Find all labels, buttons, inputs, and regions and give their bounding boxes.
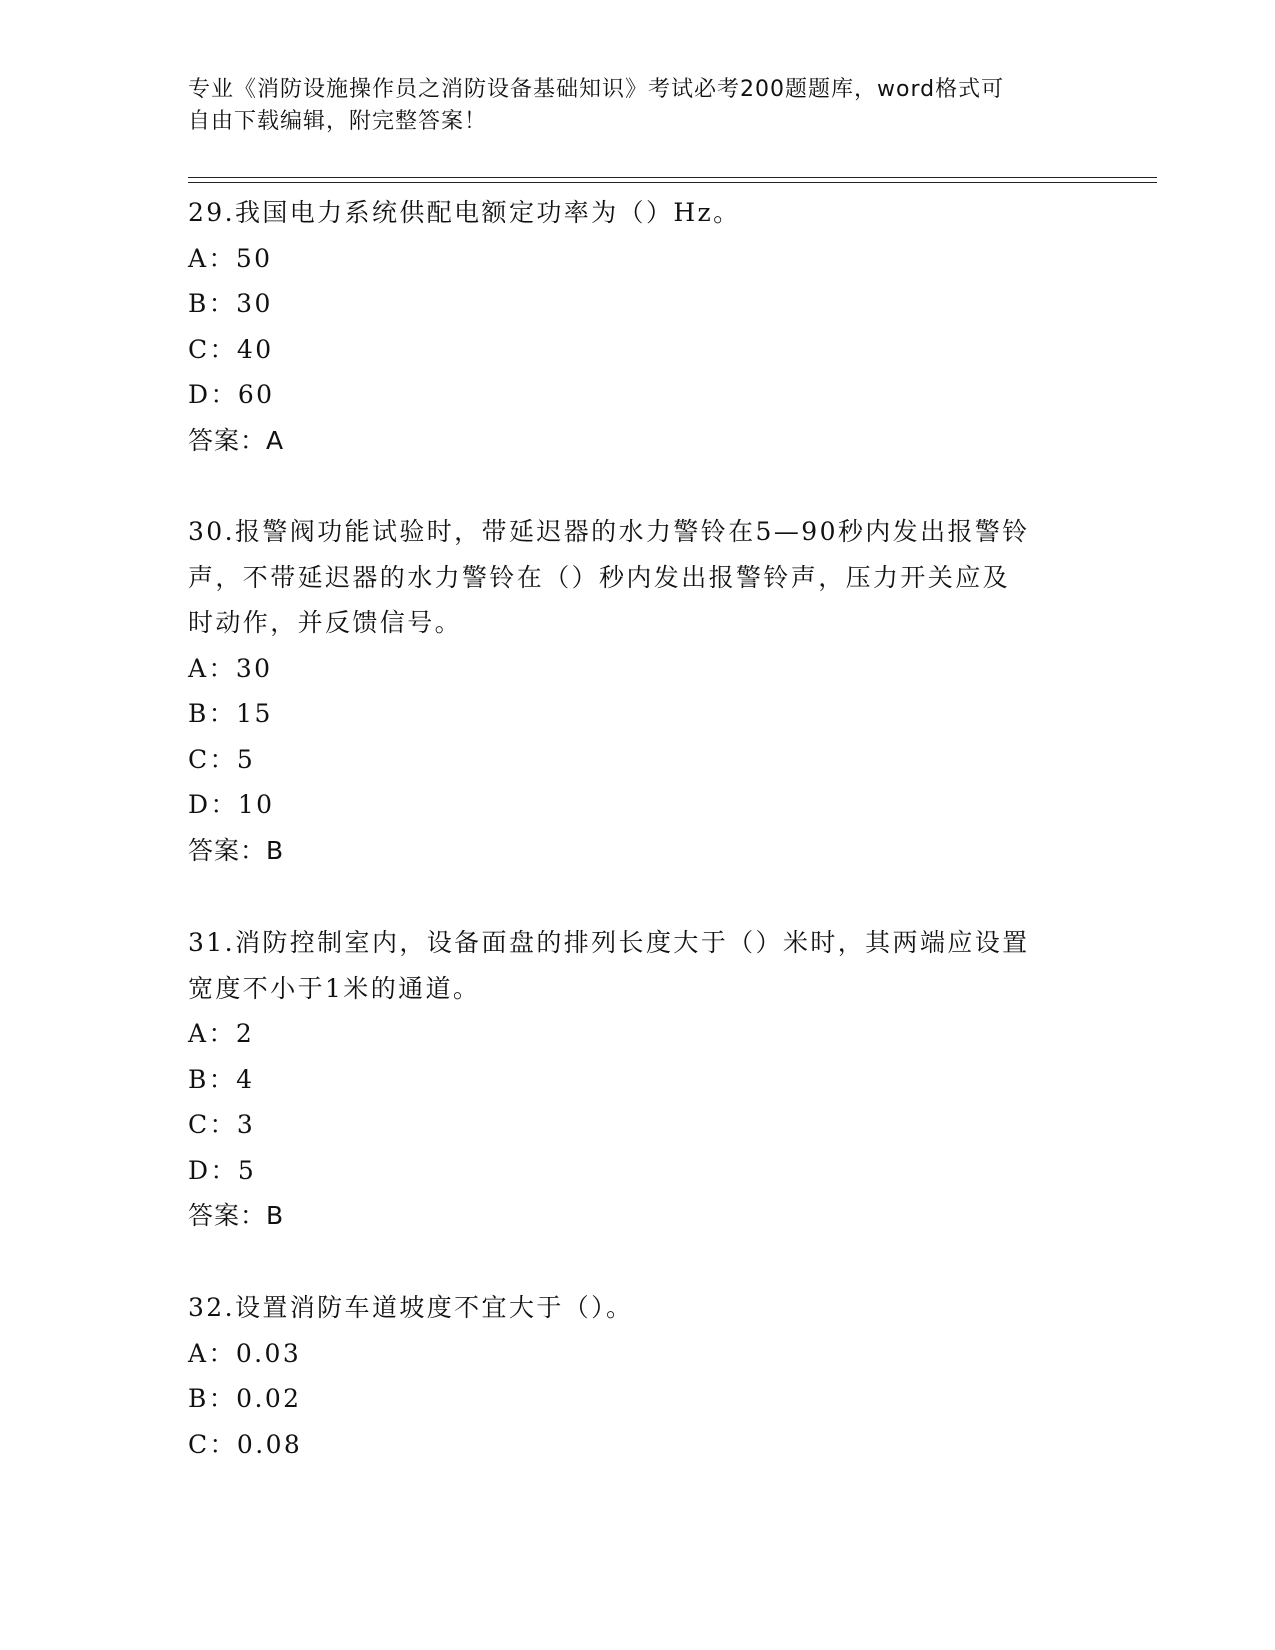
header-line: 专业《消防设施操作员之消防设备基础知识》考试必考200题题库，word格式可 bbox=[188, 77, 1005, 102]
question-stem: 宽度不小于1米的通道。 bbox=[188, 973, 481, 1003]
answer-line: 答案：A bbox=[188, 425, 285, 455]
option-d: D：60 bbox=[188, 380, 275, 409]
option-a: A：2 bbox=[188, 1019, 255, 1048]
option-c: C：0.08 bbox=[188, 1429, 303, 1459]
question-stem: 30.报警阀功能试验时，带延迟器的水力警铃在5—90秒内发出报警铃 bbox=[188, 517, 1030, 546]
option-b: B：15 bbox=[188, 699, 273, 728]
option-b: B：0.02 bbox=[188, 1384, 302, 1413]
question-30 bbox=[188, 509, 1088, 873]
option-c: C：3 bbox=[188, 1110, 256, 1139]
answer-line: 答案：B bbox=[188, 1201, 285, 1230]
option-b: B：4 bbox=[188, 1064, 255, 1094]
question-stem: 29.我国电力系统供配电额定功率为（）Hz。 bbox=[188, 198, 741, 227]
question-31 bbox=[188, 920, 1088, 1239]
header-divider-top bbox=[188, 177, 1157, 178]
question-32 bbox=[188, 1285, 1088, 1467]
option-a: A：0.03 bbox=[188, 1338, 302, 1368]
option-a: A：30 bbox=[188, 653, 273, 683]
question-stem: 31.消防控制室内，设备面盘的排列长度大于（）米时，其两端应设置 bbox=[188, 928, 1030, 957]
document-header bbox=[188, 74, 1068, 138]
question-stem: 时动作，并反馈信号。 bbox=[188, 608, 463, 637]
answer-line: 答案：B bbox=[188, 835, 285, 865]
header-line: 自由下载编辑，附完整答案！ bbox=[188, 109, 488, 134]
option-a: A：50 bbox=[188, 243, 273, 273]
option-d: D：10 bbox=[188, 790, 275, 819]
option-b: B：30 bbox=[188, 289, 273, 318]
option-c: C：40 bbox=[188, 334, 274, 364]
option-d: D：5 bbox=[188, 1155, 257, 1185]
question-stem: 声，不带延迟器的水力警铃在（）秒内发出报警铃声，压力开关应及 bbox=[188, 562, 1011, 592]
option-c: C：5 bbox=[188, 744, 256, 774]
question-29 bbox=[188, 190, 1088, 463]
header-divider-bottom bbox=[188, 182, 1157, 183]
question-stem: 32.设置消防车道坡度不宜大于（）。 bbox=[188, 1293, 634, 1322]
